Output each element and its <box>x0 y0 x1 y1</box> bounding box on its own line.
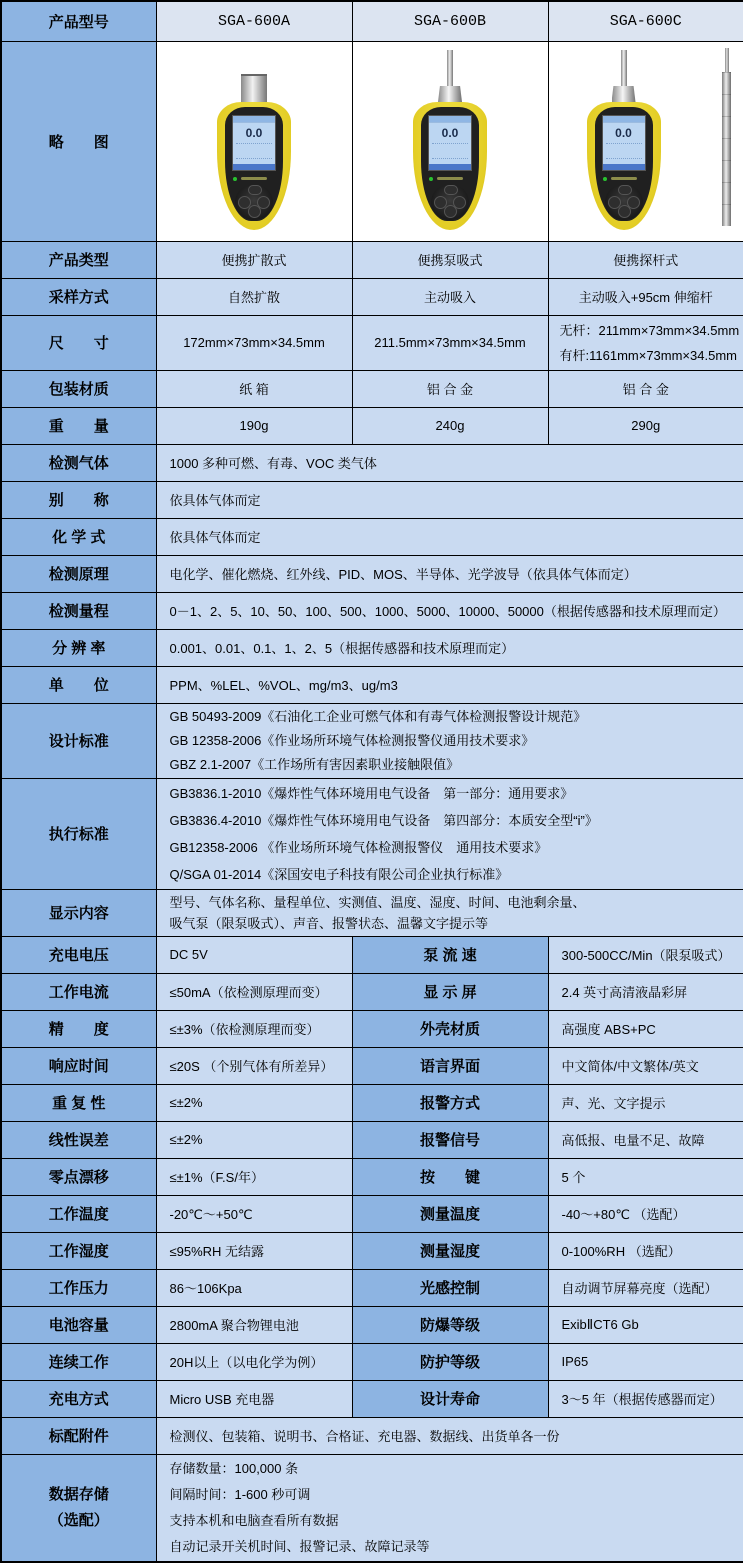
spec-value-cell <box>548 1047 743 1084</box>
spec-label-cell <box>1 1158 156 1195</box>
screen-info-rows <box>432 143 468 159</box>
screen-footerbar <box>603 164 645 170</box>
spec-value-cell <box>156 241 352 278</box>
spec-value-cell <box>548 407 743 444</box>
spec-value-cell <box>548 370 743 407</box>
brand-bar <box>611 177 637 180</box>
table-row <box>1 629 743 666</box>
header-label-cell <box>1 1 156 41</box>
spec-label: 工作湿度 <box>48 1243 109 1260</box>
table-row <box>1 407 743 444</box>
spec-label-cell <box>1 1306 156 1343</box>
model-c-name: SGA-600C <box>609 12 682 30</box>
spec-label: 测量湿度 <box>419 1243 480 1260</box>
rod-tip <box>725 48 729 72</box>
spec-label: 语言界面 <box>419 1058 480 1075</box>
spec-label-cell <box>352 1269 548 1306</box>
spec-label: 精 度 <box>48 1021 109 1038</box>
device-face <box>225 107 283 221</box>
spec-label-cell <box>352 1084 548 1121</box>
spec-label: 测量温度 <box>419 1206 480 1223</box>
spec-value-cell <box>156 1343 352 1380</box>
spec-label: 包装材质 <box>48 381 109 398</box>
spec-value: 1000 多种可燃、有毒、VOC 类气体 <box>169 456 377 471</box>
spec-value: PPM、%LEL、%VOL、mg/m3、ug/m3 <box>169 678 398 693</box>
table-row <box>1 1084 743 1121</box>
table-row <box>1 1158 743 1195</box>
spec-value-cell <box>548 1121 743 1158</box>
sketch-row <box>1 41 743 241</box>
spec-label-cell <box>1 973 156 1010</box>
model-b-cell <box>352 1 548 41</box>
spec-value-cell <box>156 444 743 481</box>
spec-value-cell <box>548 315 743 370</box>
device-face <box>595 107 653 221</box>
screen-statusbar <box>429 116 471 123</box>
spec-label: 标配附件 <box>48 1428 109 1445</box>
spec-value: 0-100%RH （选配） <box>561 1244 681 1259</box>
spec-label-cell <box>1 1084 156 1121</box>
table-row <box>1 1306 743 1343</box>
power-led <box>429 177 433 181</box>
spec-value-cell <box>156 370 352 407</box>
table-row <box>1 278 743 315</box>
spec-value: 211.5mm×73mm×34.5mm <box>374 335 526 350</box>
spec-label-cell <box>1 444 156 481</box>
spec-label-cell <box>352 973 548 1010</box>
spec-value: -40～+80℃ （选配） <box>561 1207 686 1222</box>
table-row <box>1 1010 743 1047</box>
model-a-cell <box>156 1 352 41</box>
spec-label: 外壳材质 <box>419 1021 480 1038</box>
spec-value: Micro USB 充电器 <box>169 1392 275 1407</box>
standard-line: GB 12358-2006《作业场所环境气体检测报警仪通用技术要求》 <box>169 732 535 748</box>
spec-value-line: 有杆:1161mm×73mm×34.5mm <box>559 347 737 363</box>
spec-value-cell <box>352 370 548 407</box>
table-row <box>1 936 743 973</box>
photo-cell-b <box>352 41 548 241</box>
header-label: 产品型号 <box>48 13 109 31</box>
spec-value-cell <box>156 889 743 936</box>
spec-value: 主动吸入 <box>423 290 476 305</box>
table-row <box>1 1343 743 1380</box>
spec-value: 190g <box>239 418 269 433</box>
power-led <box>603 177 607 181</box>
spec-value-cell <box>352 407 548 444</box>
spec-label-cell <box>352 1047 548 1084</box>
spec-value: 主动吸入+95cm 伸缩杆 <box>578 290 713 305</box>
spec-label: 按 键 <box>419 1169 480 1186</box>
spec-value: ≤50mA（依检测原理而变） <box>169 985 328 1000</box>
spec-label: 线性误差 <box>48 1132 109 1149</box>
table-row <box>1 555 743 592</box>
spec-label-cell <box>1 1047 156 1084</box>
spec-value-cell <box>156 703 743 778</box>
spec-label: 尺 寸 <box>48 335 109 352</box>
spec-label: 单 位 <box>48 677 109 694</box>
spec-label: 报警信号 <box>419 1132 480 1149</box>
spec-label: 零点漂移 <box>48 1169 109 1186</box>
table-row <box>1 592 743 629</box>
device-body <box>217 102 291 230</box>
spec-value: 2800mA 聚合物锂电池 <box>169 1318 299 1333</box>
spec-value-cell <box>548 1195 743 1232</box>
spec-label: 防护等级 <box>419 1354 480 1371</box>
spec-label-cell <box>1 1195 156 1232</box>
spec-value: 20H以上（以电化学为例） <box>169 1355 324 1370</box>
standard-line: GB 50493-2009《石油化工企业可燃气体和有毒气体检测报警设计规范》 <box>169 708 587 724</box>
device-face <box>421 107 479 221</box>
standard-line: GB3836.4-2010《爆炸性气体环境用电气设备 第四部分：本质安全型“i”》 <box>169 812 598 828</box>
spec-value: 0－1、2、5、10、50、100、500、1000、5000、10000、50000（根据传感器和技术原理而定） <box>169 604 726 619</box>
spec-value: 高强度 ABS+PC <box>561 1022 656 1037</box>
spec-label-cell <box>1 407 156 444</box>
spec-value: 240g <box>435 418 465 433</box>
spec-label-cell <box>1 481 156 518</box>
storage-line: 存储数量：100,000 条 <box>169 1460 299 1476</box>
screen-footerbar <box>429 164 471 170</box>
spec-value-cell <box>156 407 352 444</box>
spec-label: 检测气体 <box>48 455 109 472</box>
model-c-cell <box>548 1 743 41</box>
spec-label-cell <box>1 278 156 315</box>
spec-label-cell <box>352 1195 548 1232</box>
spec-value-cell <box>156 1380 352 1417</box>
spec-label: 连续工作 <box>48 1354 109 1371</box>
spec-value-cell <box>156 481 743 518</box>
spec-value: 高低报、电量不足、故障 <box>561 1133 705 1148</box>
spec-value: 便携探杆式 <box>613 253 679 268</box>
spec-label-cell <box>1 241 156 278</box>
table-row <box>1 370 743 407</box>
spec-value-cell <box>156 1306 352 1343</box>
pump-probe <box>621 50 627 86</box>
spec-value-cell <box>156 1158 352 1195</box>
spec-value-cell <box>352 315 548 370</box>
spec-label-cell <box>352 1010 548 1047</box>
device-screen <box>602 115 646 171</box>
spec-value-cell <box>156 555 743 592</box>
spec-value-cell <box>156 518 743 555</box>
brand-bar <box>437 177 463 180</box>
rod-shaft <box>722 72 731 226</box>
spec-value-cell <box>156 592 743 629</box>
model-a-name: SGA-600A <box>217 12 290 30</box>
spec-label-cell <box>1 518 156 555</box>
spec-label: 充电方式 <box>48 1391 109 1408</box>
sensor-cap <box>241 74 267 102</box>
spec-value-cell <box>156 1047 352 1084</box>
screen-reading: 0.0 <box>441 126 459 140</box>
table-row <box>1 444 743 481</box>
screen-info-rows <box>236 143 272 159</box>
keypad <box>605 184 643 220</box>
spec-label: 采样方式 <box>48 289 109 306</box>
spec-label: 化 学 式 <box>52 529 106 546</box>
spec-value-cell <box>156 1269 352 1306</box>
storage-line: 支持本机和电脑查看所有数据 <box>169 1512 339 1528</box>
spec-value-line: 无杆：211mm×73mm×34.5mm <box>559 322 740 338</box>
spec-value-cell <box>156 1084 352 1121</box>
spec-value: 铝 合 金 <box>426 382 474 397</box>
spec-label: 报警方式 <box>419 1095 480 1112</box>
storage-line: 自动记录开关机时间、报警记录、故障记录等 <box>169 1538 430 1554</box>
spec-value-cell <box>548 1232 743 1269</box>
spec-value: DC 5V <box>169 947 208 962</box>
enter-button <box>248 205 261 218</box>
table-row <box>1 1454 743 1562</box>
table-row <box>1 1195 743 1232</box>
screen-reading: 0.0 <box>615 126 632 140</box>
standard-line: GB12358-2006 《作业场所环境气体检测报警仪 通用技术要求》 <box>169 839 548 855</box>
spec-value: -20℃～+50℃ <box>169 1207 253 1222</box>
spec-value-cell <box>156 778 743 889</box>
spec-label-cell <box>1 889 156 936</box>
device-photo-sga-600b <box>390 46 510 236</box>
spec-label-cell <box>1 1454 156 1562</box>
spec-value: 3～5 年（根据传感器而定） <box>561 1392 723 1407</box>
device-body <box>587 102 661 230</box>
enter-button <box>618 205 631 218</box>
spec-label: 电池容量 <box>48 1317 109 1334</box>
spec-label: 设计寿命 <box>419 1391 480 1408</box>
spec-value: 2.4 英寸高清液晶彩屏 <box>561 985 688 1000</box>
spec-label: 产品类型 <box>48 252 109 269</box>
spec-value: ≤20S （个别气体有所差异） <box>169 1059 334 1074</box>
spec-value-cell <box>156 1232 352 1269</box>
storage-line: 间隔时间：1-600 秒可调 <box>169 1486 311 1502</box>
spec-value-cell <box>156 629 743 666</box>
power-led <box>233 177 237 181</box>
spec-value: ≤95%RH 无结露 <box>169 1244 265 1259</box>
spec-label-cell <box>1 778 156 889</box>
spec-label-cell <box>1 629 156 666</box>
spec-value-cell <box>548 1084 743 1121</box>
table-row <box>1 1232 743 1269</box>
device-screen <box>232 115 276 171</box>
probe-collar <box>612 86 636 102</box>
spec-value: 自动调节屏幕亮度（选配） <box>561 1281 718 1296</box>
spec-value: 中文简体/中文繁体/英文 <box>561 1059 699 1074</box>
spec-label: 工作压力 <box>48 1280 109 1297</box>
screen-reading: 0.0 <box>245 126 263 140</box>
screen-footerbar <box>233 164 275 170</box>
spec-value: 0.001、0.01、0.1、1、2、5（根据传感器和技术原理而定） <box>169 641 515 656</box>
probe-collar <box>438 86 462 102</box>
spec-label-cell <box>1 370 156 407</box>
table-row <box>1 241 743 278</box>
keypad <box>235 184 273 220</box>
spec-label-cell <box>1 555 156 592</box>
spec-value: 依具体气体而定 <box>169 530 261 545</box>
spec-value-cell <box>548 1343 743 1380</box>
device-photo-sga-600c <box>564 46 684 236</box>
spec-value: 86～106Kpa <box>169 1281 242 1296</box>
keypad <box>431 184 469 220</box>
spec-value: 铝 合 金 <box>622 382 669 397</box>
spec-label: 重 复 性 <box>52 1095 106 1112</box>
spec-label-cell <box>352 1380 548 1417</box>
spec-label-cell <box>1 1380 156 1417</box>
screen-statusbar <box>603 116 645 123</box>
spec-label-cell <box>352 1121 548 1158</box>
display-line: 吸气泵（限泵吸式）、声音、报警状态、温馨文字提示等 <box>169 915 489 931</box>
spec-value-cell <box>156 1010 352 1047</box>
spec-label: 执行标准 <box>48 826 109 843</box>
standard-line: GB3836.1-2010《爆炸性气体环境用电气设备 第一部分：通用要求》 <box>169 785 574 801</box>
spec-value: 便携泵吸式 <box>417 253 483 268</box>
spec-value: 依具体气体而定 <box>169 493 261 508</box>
screen-statusbar <box>233 116 275 123</box>
spec-value: 300-500CC/Min（限泵吸式） <box>561 948 731 963</box>
menu-button <box>618 185 632 195</box>
spec-value-cell <box>548 1306 743 1343</box>
spec-value-cell <box>156 315 352 370</box>
spec-label: 设计标准 <box>48 733 109 750</box>
spec-value-cell <box>352 241 548 278</box>
spec-label-cell <box>1 666 156 703</box>
spec-label: 防爆等级 <box>419 1317 480 1334</box>
standard-line: GBZ 2.1-2007《工作场所有害因素职业接触限值》 <box>169 756 460 772</box>
spec-value: ≤±2% <box>169 1095 203 1110</box>
spec-value-cell <box>548 1269 743 1306</box>
spec-label: 重 量 <box>48 418 109 435</box>
table-row <box>1 973 743 1010</box>
spec-label-cell <box>352 1232 548 1269</box>
spec-label: 显示内容 <box>48 905 109 922</box>
spec-label: （选配） <box>48 1511 109 1529</box>
spec-value-cell <box>548 936 743 973</box>
table-row <box>1 1121 743 1158</box>
spec-value-cell <box>548 278 743 315</box>
spec-label-cell <box>352 1158 548 1195</box>
spec-label-cell <box>1 592 156 629</box>
spec-value: 5 个 <box>561 1170 586 1185</box>
spec-label: 别 称 <box>48 492 109 509</box>
table-row <box>1 778 743 889</box>
spec-value: ≤±1%（F.S/年） <box>169 1170 264 1185</box>
spec-value: 自然扩散 <box>227 290 280 305</box>
spec-value-cell <box>548 973 743 1010</box>
spec-value-cell <box>156 973 352 1010</box>
spec-value-cell <box>548 1158 743 1195</box>
spec-label: 光感控制 <box>419 1280 480 1297</box>
header-row <box>1 1 743 41</box>
spec-value: 纸 箱 <box>239 382 269 397</box>
sketch-label-cell <box>1 41 156 241</box>
spec-label: 数据存储 <box>48 1485 109 1503</box>
spec-label-cell <box>1 1121 156 1158</box>
spec-value: 290g <box>631 418 661 433</box>
standard-line: Q/SGA 01-2014《深国安电子科技有限公司企业执行标准》 <box>169 866 509 882</box>
table-row <box>1 481 743 518</box>
menu-button <box>248 185 262 195</box>
spec-label: 检测量程 <box>48 603 109 620</box>
spec-label: 检测原理 <box>48 566 109 583</box>
pump-probe <box>447 50 453 86</box>
spec-label: 分 辨 率 <box>52 640 106 657</box>
spec-value-cell <box>548 241 743 278</box>
spec-label: 响应时间 <box>48 1058 109 1075</box>
telescopic-rod <box>722 48 731 226</box>
spec-label-cell <box>352 1306 548 1343</box>
spec-value: ≤±2% <box>169 1132 203 1147</box>
photo-cell-c <box>548 41 743 241</box>
table-row <box>1 889 743 936</box>
spec-label-cell <box>1 315 156 370</box>
spec-value-cell <box>156 1195 352 1232</box>
spec-label: 显 示 屏 <box>423 984 477 1001</box>
spec-value: ExibⅡCT6 Gb <box>561 1316 639 1332</box>
enter-button <box>444 205 457 218</box>
spec-label-cell <box>1 1343 156 1380</box>
spec-value: 172mm×73mm×34.5mm <box>183 335 325 350</box>
spec-label: 工作温度 <box>48 1206 109 1223</box>
spec-label-cell <box>1 1417 156 1454</box>
spec-value-cell <box>156 278 352 315</box>
menu-button <box>444 185 458 195</box>
device-photo-sga-600a <box>194 46 314 236</box>
spec-value: 检测仪、包装箱、说明书、合格证、充电器、数据线、出货单各一份 <box>169 1429 560 1444</box>
spec-label-cell <box>1 936 156 973</box>
spec-value-cell <box>548 1010 743 1047</box>
brand-bar <box>241 177 267 180</box>
spec-label: 工作电流 <box>48 984 109 1001</box>
photo-cell-a <box>156 41 352 241</box>
spec-label-cell <box>1 1010 156 1047</box>
spec-label-cell <box>1 1232 156 1269</box>
display-line: 型号、气体名称、量程单位、实测值、温度、湿度、时间、电池剩余量、 <box>169 894 586 910</box>
table-row <box>1 315 743 370</box>
device-screen <box>428 115 472 171</box>
spec-value-cell <box>156 666 743 703</box>
spec-label-cell <box>352 936 548 973</box>
spec-value: ≤±3%（依检测原理而变） <box>169 1022 320 1037</box>
table-row <box>1 1047 743 1084</box>
screen-info-rows <box>606 143 642 159</box>
spec-label: 泵 流 速 <box>423 947 477 964</box>
device-body <box>413 102 487 230</box>
spec-label-cell <box>1 1269 156 1306</box>
table-row <box>1 1417 743 1454</box>
spec-label-cell <box>1 703 156 778</box>
spec-value: IP65 <box>561 1354 589 1369</box>
spec-value: 声、光、文字提示 <box>561 1096 666 1111</box>
spec-value-cell <box>548 1380 743 1417</box>
spec-value-cell <box>156 1417 743 1454</box>
spec-value-cell <box>156 1454 743 1562</box>
model-b-name: SGA-600B <box>413 12 486 30</box>
spec-value-cell <box>156 936 352 973</box>
spec-label: 充电电压 <box>48 947 109 964</box>
sketch-label: 略 图 <box>48 133 109 151</box>
table-row <box>1 518 743 555</box>
spec-value: 电化学、催化燃烧、红外线、PID、MOS、半导体、光学波导（依具体气体而定） <box>169 567 637 582</box>
spec-value-cell <box>156 1121 352 1158</box>
table-row <box>1 703 743 778</box>
spec-label-cell <box>352 1343 548 1380</box>
table-row <box>1 1380 743 1417</box>
spec-value: 便携扩散式 <box>221 253 287 268</box>
spec-value-cell <box>352 278 548 315</box>
table-row <box>1 1269 743 1306</box>
table-row <box>1 666 743 703</box>
